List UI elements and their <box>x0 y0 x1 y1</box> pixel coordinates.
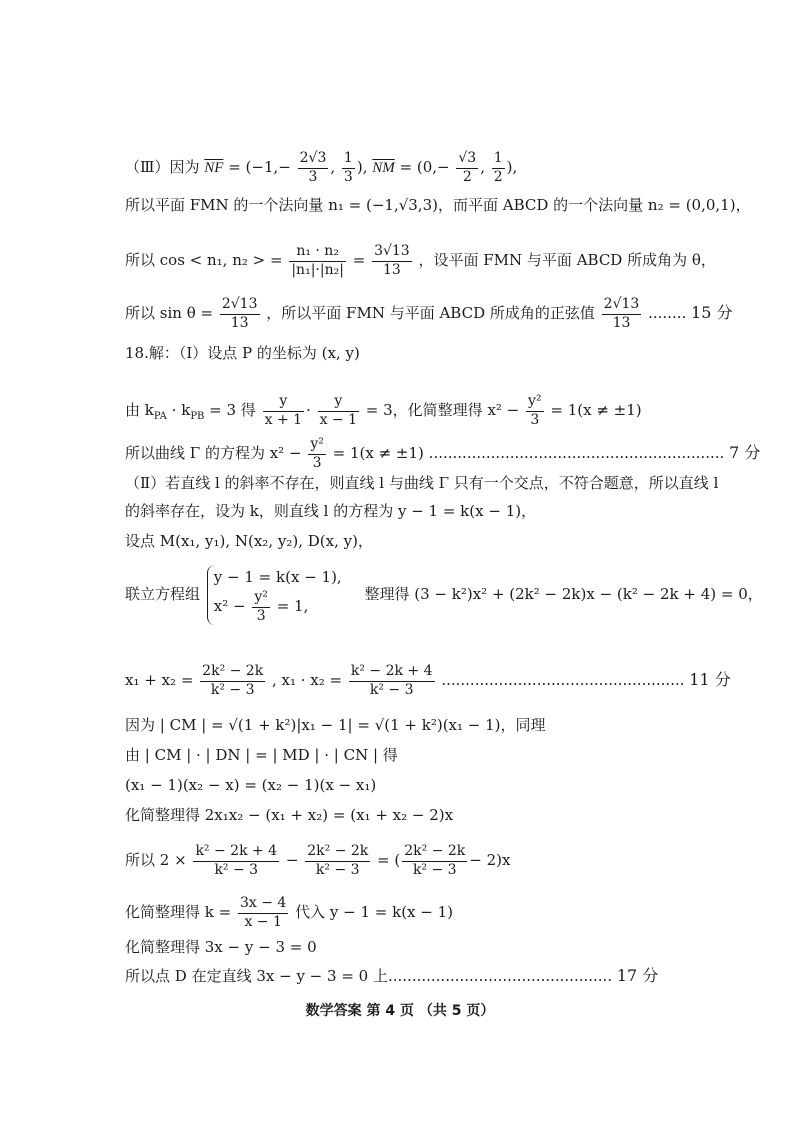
fraction: $\frac{2√13}{13}$ <box>221 296 258 331</box>
fraction: $\frac{y}{x + 1}$ <box>264 393 303 428</box>
vector-nm: $\overline{NM}$ <box>372 160 395 176</box>
page-footer: 数学答案 第 4 页 （共 5 页） <box>305 1003 495 1019</box>
fraction: $\frac{\text{2k² − 2k}}{\text{k² − 3}}$ <box>202 663 264 698</box>
fraction: $\frac{\text{y²}}{3}$ <box>310 436 324 471</box>
line-normal-vectors: 所以平面 FMN 的一个法向量 n₁ = (−1,√3,3)，而平面 ABCD 的一个法向量 n₂ = (0,0,1)， <box>125 196 751 214</box>
fraction: $\frac{2√13}{13}$ <box>603 296 640 331</box>
line-points: 设点 M(x₁, y₁), N(x₂, y₂), D(x, y)， <box>125 532 373 550</box>
line-product-condition: 由 | CM | · | DN | = | MD | · | CN | 得 <box>125 746 398 764</box>
line-sine: 所以 sin θ = $\frac{2√13}{13}$ ，所以平面 FMN 与平面 ABCD 所成角的正弦值 $\frac{2√13}{13}$ ........ 15 分 <box>125 296 733 331</box>
line-conclusion: 所以点 D 在定直线 3x − y − 3 = 0 上............................................... 17 分 <box>125 966 659 985</box>
line-curve-equation: 所以曲线 Γ 的方程为 x² − $\frac{\text{y²}}{3}$ = 1(x ≠ ±1) .............................................................. 7 分 <box>125 436 761 471</box>
score: 17 分 <box>616 966 659 985</box>
fraction: $\frac{2√3}{3}$ <box>299 150 327 185</box>
fraction: $\frac{\text{y²}}{3}$ <box>528 393 542 428</box>
line-q18-heading: 18.解：（Ⅰ）设点 P 的坐标为 (x, y) <box>125 344 360 362</box>
fraction: $\frac{y}{x - 1}$ <box>319 393 358 428</box>
fraction: $\frac{1}{3}$ <box>343 150 353 185</box>
fraction: $\frac{1}{2}$ <box>493 150 503 185</box>
line-cm-length: 因为 | CM | = √(1 + k²)|x₁ − 1| = √(1 + k²)(x₁ − 1)，同理 <box>125 716 546 734</box>
line-slope-case: （Ⅱ）若直线 l 的斜率不存在，则直线 l 与曲线 Γ 只有一个交点，不符合题意，所以直线 l <box>125 474 719 492</box>
line-k-value: 化简整理得 k = $\frac{3x - 4}{x - 1}$ 代入 y − 1 = k(x − 1) <box>125 895 454 930</box>
fraction: $\frac{\text{y²}}{3}$ <box>254 589 268 624</box>
fraction: $\frac{\text{k² − 2k + 4}}{\text{k² − 3}}$ <box>195 843 278 878</box>
line-slope-product: 由 $k_{PA} \cdot k_{PB} = 3$ 得 $\frac{y}{x + 1}$ · $\frac{y}{x - 1}$ = 3，化简整理得 x² − $\frac{\text{y²}}{3}$ = 1(x ≠ ±1) <box>125 393 642 428</box>
fraction: $\frac{3x - 4}{x - 1}$ <box>239 895 287 930</box>
vector-nf: $\overline{NF}$ <box>204 160 224 176</box>
line-line-result: 化简整理得 3x − y − 3 = 0 <box>125 938 317 956</box>
fraction: $\frac{√3}{2}$ <box>458 150 477 185</box>
line-vieta: x₁ + x₂ = $\frac{\text{2k² − 2k}}{\text{k² − 3}}$ , x₁ · x₂ = $\frac{\text{k² − 2k + 4}}{\text{k² − 3}}$ ................................................... 11 分 <box>125 663 731 698</box>
line-expanded: (x₁ − 1)(x₂ − x) = (x₂ − 1)(x − x₁) <box>125 776 377 794</box>
score: 15 分 <box>691 303 733 322</box>
fraction: $\frac{\text{2k² − 2k}}{\text{k² − 3}}$ <box>404 843 466 878</box>
line-vectors: （Ⅲ）因为 $\overline{NF} = (-1,-$ $\frac{2√3}{3}$ , $\frac{1}{3}$ ), $\overline{NM} = (0,-$ $\frac{√3}{2}$ , $\frac{1}{2}$ ), <box>125 150 518 185</box>
fraction: $\frac{3√13}{13}$ <box>374 243 410 278</box>
score: 7 分 <box>729 443 761 462</box>
line-simplified: 化简整理得 2x₁x₂ − (x₁ + x₂) = (x₁ + x₂ − 2)x <box>125 806 454 824</box>
score: 11 分 <box>689 670 731 689</box>
line-system: 联立方程组 y − 1 = k(x − 1), x² − $\frac{\text{y²}}{3}$ = 1, 整理得 (3 − k²)x² + (2k² − 2k)x − (k² − 2k + 4) = 0， <box>125 565 763 625</box>
fraction: $\frac{\text{2k² − 2k}}{\text{k² − 3}}$ <box>307 843 369 878</box>
line-line-equation: 的斜率存在，设为 k，则直线 l 的方程为 y − 1 = k(x − 1)， <box>125 502 537 520</box>
fraction: $\frac{\text{k² − 2k + 4}}{\text{k² − 3}}$ <box>350 663 433 698</box>
line-substitution: 所以 2 × $\frac{\text{k² − 2k + 4}}{\text{k² − 3}}$ − $\frac{\text{2k² − 2k}}{\text{k² − 3}}$ = ( $\frac{\text{2k² − 2k}}{\text{k² − 3}}$ − 2)x <box>125 843 511 878</box>
line-cosine: 所以 cos < n₁, n₂ > = $\frac{\text{n₁ · n₂}}{\text{|n₁|·|n₂|}}$ = $\frac{3√13}{13}$ ，设平面 FMN 与平面 ABCD 所成角为 θ， <box>125 243 716 278</box>
fraction: $\frac{\text{n₁ · n₂}}{\text{|n₁|·|n₂|}}$ <box>291 243 344 278</box>
equation-system: y − 1 = k(x − 1), x² − $\frac{\text{y²}}{3}$ = 1, <box>207 565 342 625</box>
